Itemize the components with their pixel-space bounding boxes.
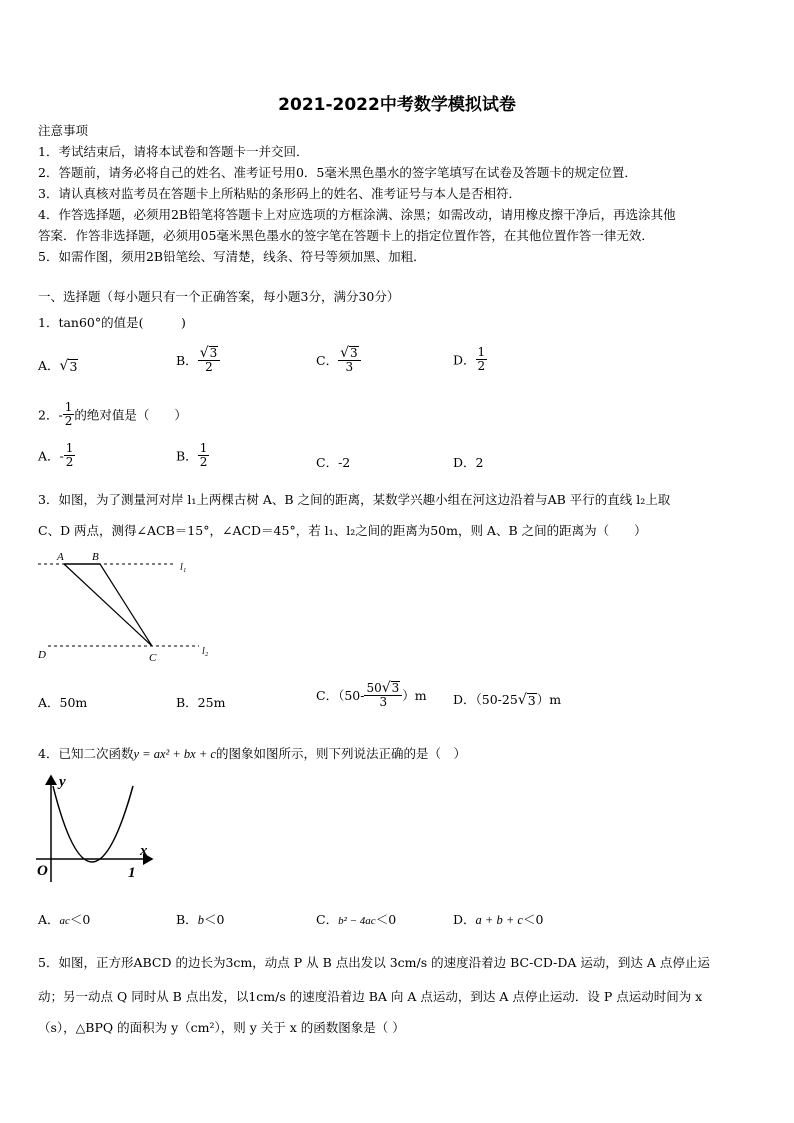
label-y: y: [59, 774, 66, 790]
q4-option-d: D．a + b + c＜0: [453, 912, 544, 927]
label-l1: l₁: [180, 562, 187, 573]
label-origin: O: [37, 863, 48, 879]
q2-stem: 2．- $\frac{1}{2}$ 的绝对值是（ ）: [38, 400, 187, 428]
q5-stem-line3: （s），△BPQ 的面积为 y（cm²），则 y 关于 x 的函数图象是（ ）: [38, 1020, 405, 1035]
q5-stem-line1: 5．如图，正方形ABCD 的边长为3cm，动点 P 从 B 点出发以 3cm/s 的速度沿着边 BC-CD-DA 运动，到达 A 点停止运: [38, 955, 710, 970]
label-l2: l₂: [202, 646, 209, 657]
q1-option-d: D． $\frac{1}{2}$: [453, 345, 486, 373]
section-heading: 一、选择题（每小题只有一个正确答案，每小题3分，满分30分）: [38, 289, 400, 304]
q4-figure: [34, 770, 164, 892]
q3-figure: [34, 548, 219, 666]
page-title: 2021-2022中考数学模拟试卷: [278, 95, 516, 115]
label-b: B: [92, 551, 99, 563]
q3-option-d: D．（50-25 √ 3 ）m: [453, 692, 562, 708]
parabola: [53, 786, 133, 862]
label-c: C: [149, 652, 157, 664]
label-d: D: [38, 649, 46, 661]
q1-option-a: A． √ 3: [38, 358, 78, 374]
notice-item: 1．考试结束后，请将本试卷和答题卡一并交回．: [38, 144, 309, 159]
q4-option-c: C．b² − 4ac＜0: [316, 912, 397, 927]
q2-option-d: D．2: [453, 455, 484, 470]
q4-formula: y = ax² + bx + c: [133, 747, 216, 761]
q4-stem: 4．已知二次函数y = ax² + bx + c的图象如图所示，则下列说法正确的是（ ）: [38, 746, 466, 761]
label-x: x: [140, 843, 148, 859]
label-a: A: [57, 551, 64, 563]
q5-stem-line2: 动；另一动点 Q 同时从 B 点出发，以1cm/s 的速度沿着边 BA 向 A 点运动，到达 A 点停止运动．设 P 点运动时间为 x: [38, 989, 703, 1004]
q2-option-c: C．-2: [316, 455, 351, 470]
q1-option-c: C． √ 3 3: [316, 346, 361, 374]
notice-item: 2．答题前，请务必将自己的姓名、准考证号用0．5毫米黑色墨水的签字笔填写在试卷及答题卡的规定位置．: [38, 165, 637, 180]
q3-stem-line2: C、D 两点，测得∠ACB＝15°，∠ACD＝45°，若 l₁、l₂之间的距离为50m，则 A、B 之间的距离为（ ）: [38, 523, 647, 538]
notice-item: 3．请认真核对监考员在答题卡上所粘贴的条形码上的姓名、准考证号与本人是否相符．: [38, 186, 521, 201]
notice-item: 5．如需作图，须用2B铅笔绘、写清楚，线条、符号等须加黑、加粗．: [38, 249, 426, 264]
q3-stem-line1: 3．如图，为了测量河对岸 l₁上两棵古树 A、B 之间的距离，某数学兴趣小组在河这边沿着与AB 平行的直线 l₂上取: [38, 492, 671, 507]
q3-option-b: B．25m: [176, 695, 226, 710]
q2-option-a: A．- $\frac{1}{2}$: [38, 441, 74, 469]
q2-option-b: B． $\frac{1}{2}$: [176, 441, 208, 469]
q3-option-c: C．（50- 50 √ 3 3 ）m: [316, 680, 427, 709]
notice-item: 答案．作答非选择题，必须用05毫米黑色墨水的签字笔在答题卡上的指定位置作答，在其他位置作答一律无效．: [38, 228, 654, 243]
notice-item: 4．作答选择题，必须用2B铅笔将答题卡上对应选项的方框涂满、涂黑；如需改动，请用橡皮擦干净后，再选涂其他: [38, 207, 676, 222]
q1-option-b: B． √ 3 2: [176, 346, 220, 374]
q4-option-b: B．b＜0: [176, 912, 225, 927]
q3-option-a: A．50m: [38, 695, 88, 710]
label-one: 1: [128, 865, 136, 881]
q1-stem: 1．tan60°的值是( ): [38, 315, 186, 330]
q4-option-a: A．ac＜0: [38, 912, 91, 927]
notice-heading: 注意事项: [38, 123, 89, 138]
